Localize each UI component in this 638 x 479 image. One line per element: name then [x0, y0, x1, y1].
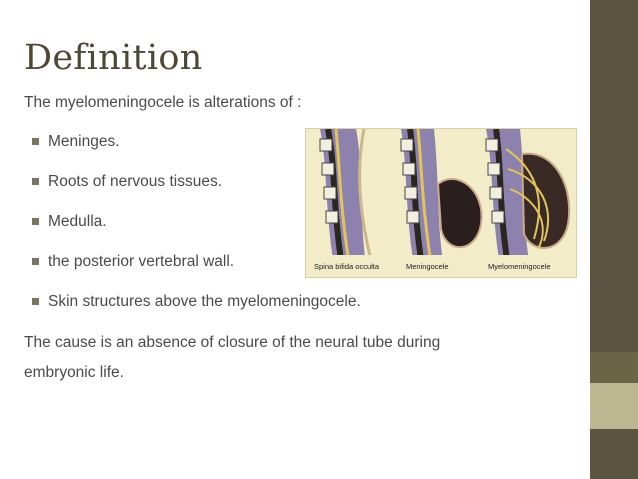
bullet-icon — [32, 178, 39, 185]
side-bar-mid — [590, 352, 638, 383]
intro-text: The myelomeningocele is alterations of : — [24, 94, 302, 111]
spina-bifida-illustration — [305, 128, 577, 278]
bullet-icon — [32, 218, 39, 225]
list-item: the posterior vertebral wall. — [24, 242, 361, 282]
cause-line-1: The cause is an absence of closure of the neural tube during — [24, 334, 441, 351]
illustration-svg — [306, 129, 577, 278]
caption-myelomeningocele: Myelomeningocele — [488, 262, 551, 271]
list-item: Roots of nervous tissues. — [24, 162, 361, 202]
cause-line-2: embryonic life. — [24, 364, 124, 381]
side-bar-dark — [590, 0, 638, 352]
caption-occulta: Spina bifida occulta — [314, 262, 380, 271]
side-bar-bottom — [590, 429, 638, 479]
side-bar-accent — [590, 383, 638, 429]
cause-paragraph — [24, 328, 544, 388]
list-item: Medulla. — [24, 202, 361, 242]
bullet-icon — [32, 138, 39, 145]
bullet-icon — [32, 258, 39, 265]
list-item: Meninges. — [24, 122, 361, 162]
caption-meningocele: Meningocele — [406, 262, 449, 271]
list-item: Skin structures above the myelomeningocele. — [24, 282, 361, 322]
bullet-icon — [32, 298, 39, 305]
slide-title: Definition — [24, 38, 203, 78]
